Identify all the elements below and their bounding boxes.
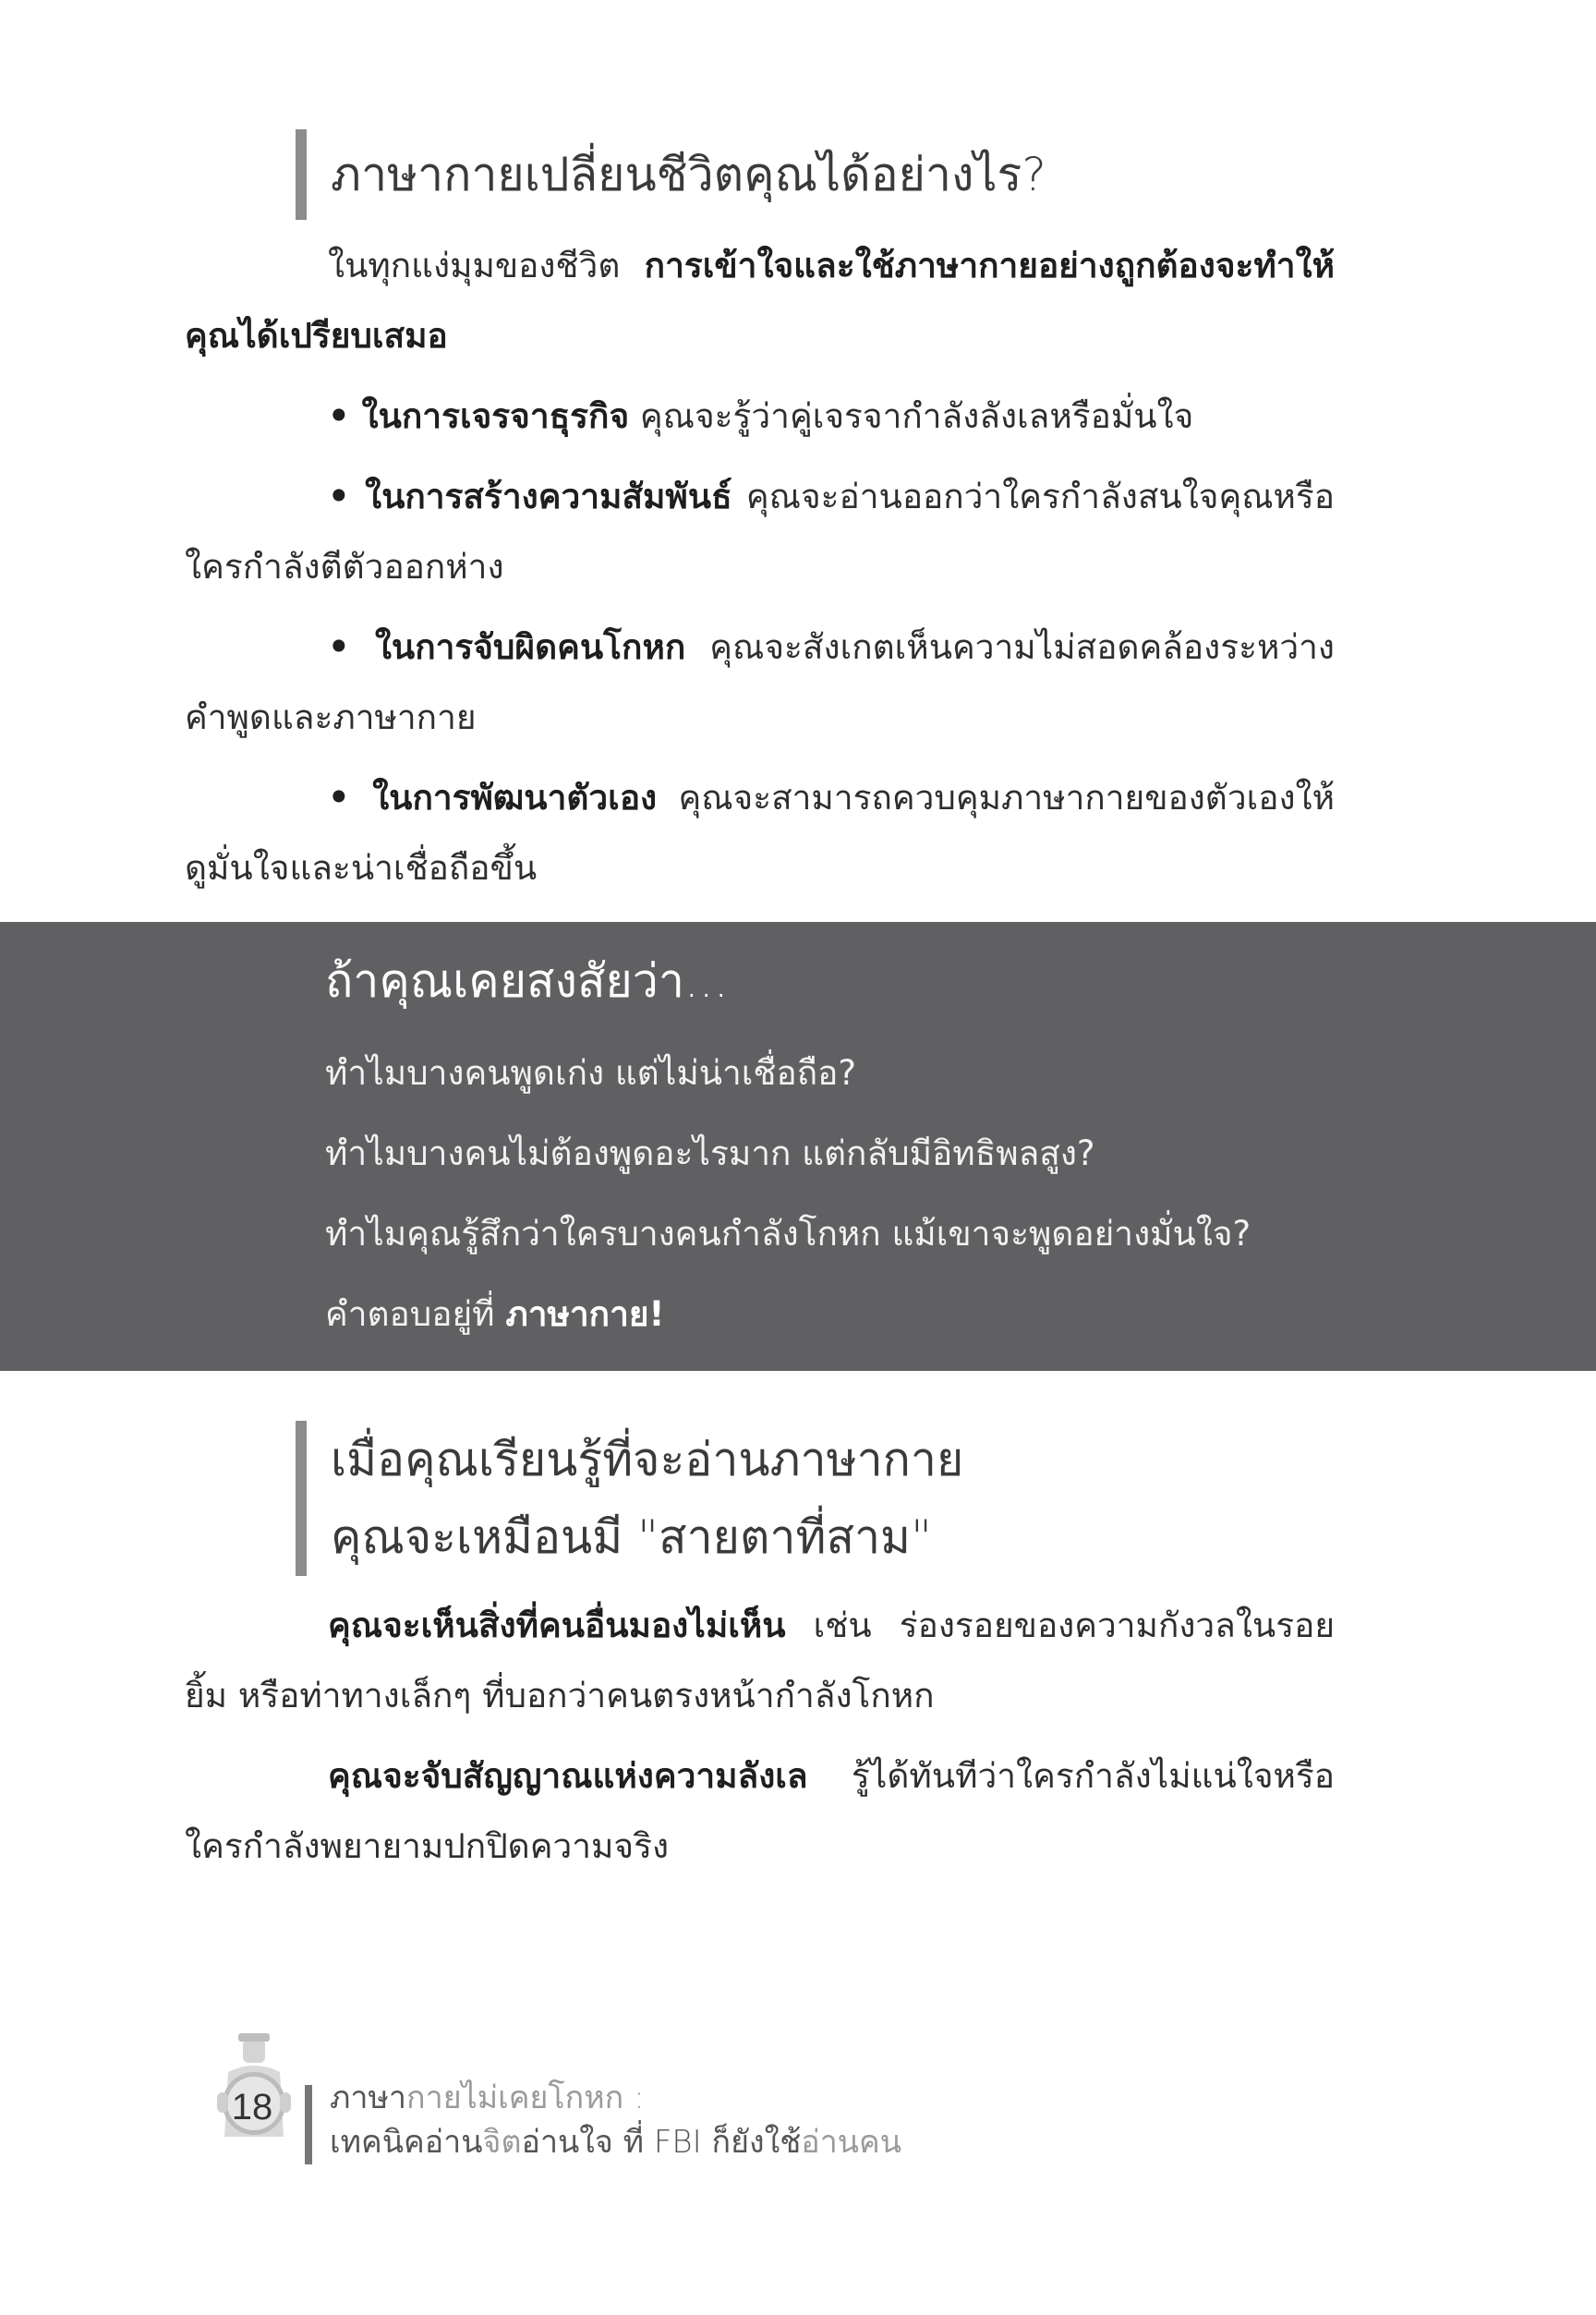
heading-line: คุณจะเหมือนมี "สายตาที่สาม" xyxy=(331,1510,933,1564)
callout-question: ทำไมบางคนไม่ต้องพูดอะไรมาก แต่กลับมีอิทธิพลสูง? xyxy=(325,1133,1095,1173)
page-footer xyxy=(189,2028,928,2176)
paragraph-hesitation: คุณจะจับสัญญาณแห่งความลังเล รู้ได้ทันทีว่าใครกำลังไม่แน่ใจหรือใครกำลังพยายามปกปิดความจริง xyxy=(185,1756,1335,1866)
bullet-business: • ในการเจรจาธุรกิจ คุณจะรู้ว่าคู่เจรจากำลังลังเลหรือมั่นใจ xyxy=(328,396,1194,436)
footer-divider xyxy=(305,2085,312,2164)
section2-body xyxy=(185,1591,1335,1882)
heading-line: เมื่อคุณเรียนรู้ที่จะอ่านภาษากาย xyxy=(331,1433,964,1486)
heading-text: ภาษากายเปลี่ยนชีวิตคุณได้อย่างไร? xyxy=(331,148,1046,201)
callout-title: ถ้าคุณเคยสงสัยว่า... xyxy=(325,954,729,1008)
page-number: 18 xyxy=(231,2087,273,2127)
bullet-lie-detection: • ในการจับผิดคนโกหก คุณจะสังเกตเห็นความไม่สอดคล้องระหว่างคำพูดและภาษากาย xyxy=(185,627,1335,737)
question-callout-band xyxy=(0,922,1596,1371)
book-title-line2: เทคนิคอ่านจิตอ่านใจ ที่ FBI ก็ยังใช้อ่านคน xyxy=(330,2124,902,2161)
paragraph-see-unseen: คุณจะเห็นสิ่งที่คนอื่นมองไม่เห็น เช่น ร่องรอยของความกังวลในรอยยิ้ม หรือท่าทางเล็กๆ ที่บอกว่าคนตรงหน้ากำลังโกหก xyxy=(185,1606,1335,1715)
section1-body xyxy=(185,231,1335,903)
callout-questions xyxy=(325,1033,1251,1354)
callout-question: ทำไมคุณรู้สึกว่าใครบางคนกำลังโกหก แม้เขาจะพูดอย่างมั่นใจ? xyxy=(325,1214,1251,1254)
book-title-line1: ภาษากายไม่เคยโกหก : xyxy=(330,2079,645,2116)
callout-answer: คำตอบอยู่ที่ ภาษากาย! xyxy=(325,1294,665,1334)
bullet-relationships: • ในการสร้างความสัมพันธ์ คุณจะอ่านออกว่าใครกำลังสนใจคุณหรือใครกำลังตีตัวออกห่าง xyxy=(185,477,1336,587)
book-title xyxy=(330,2076,901,2164)
callout-question: ทำไมบางคนพูดเก่ง แต่ไม่น่าเชื่อถือ? xyxy=(325,1053,857,1093)
section-heading-third-eye xyxy=(296,1421,963,1576)
intro-paragraph: ในทุกแง่มุมของชีวิต การเข้าใจและใช้ภาษากายอย่างถูกต้องจะทำให้คุณได้เปรียบเสมอ xyxy=(185,246,1335,356)
section-heading-body-language xyxy=(296,129,1046,220)
bullet-self-development: • ในการพัฒนาตัวเอง คุณจะสามารถควบคุมภาษากายของตัวเองให้ดูมั่นใจและน่าเชื่อถือขึ้น xyxy=(185,778,1335,888)
intro-bold: การเข้าใจและใช้ภาษากายอย่างถูกต้องจะทำให้คุณได้เปรียบเสมอ xyxy=(185,246,1335,356)
